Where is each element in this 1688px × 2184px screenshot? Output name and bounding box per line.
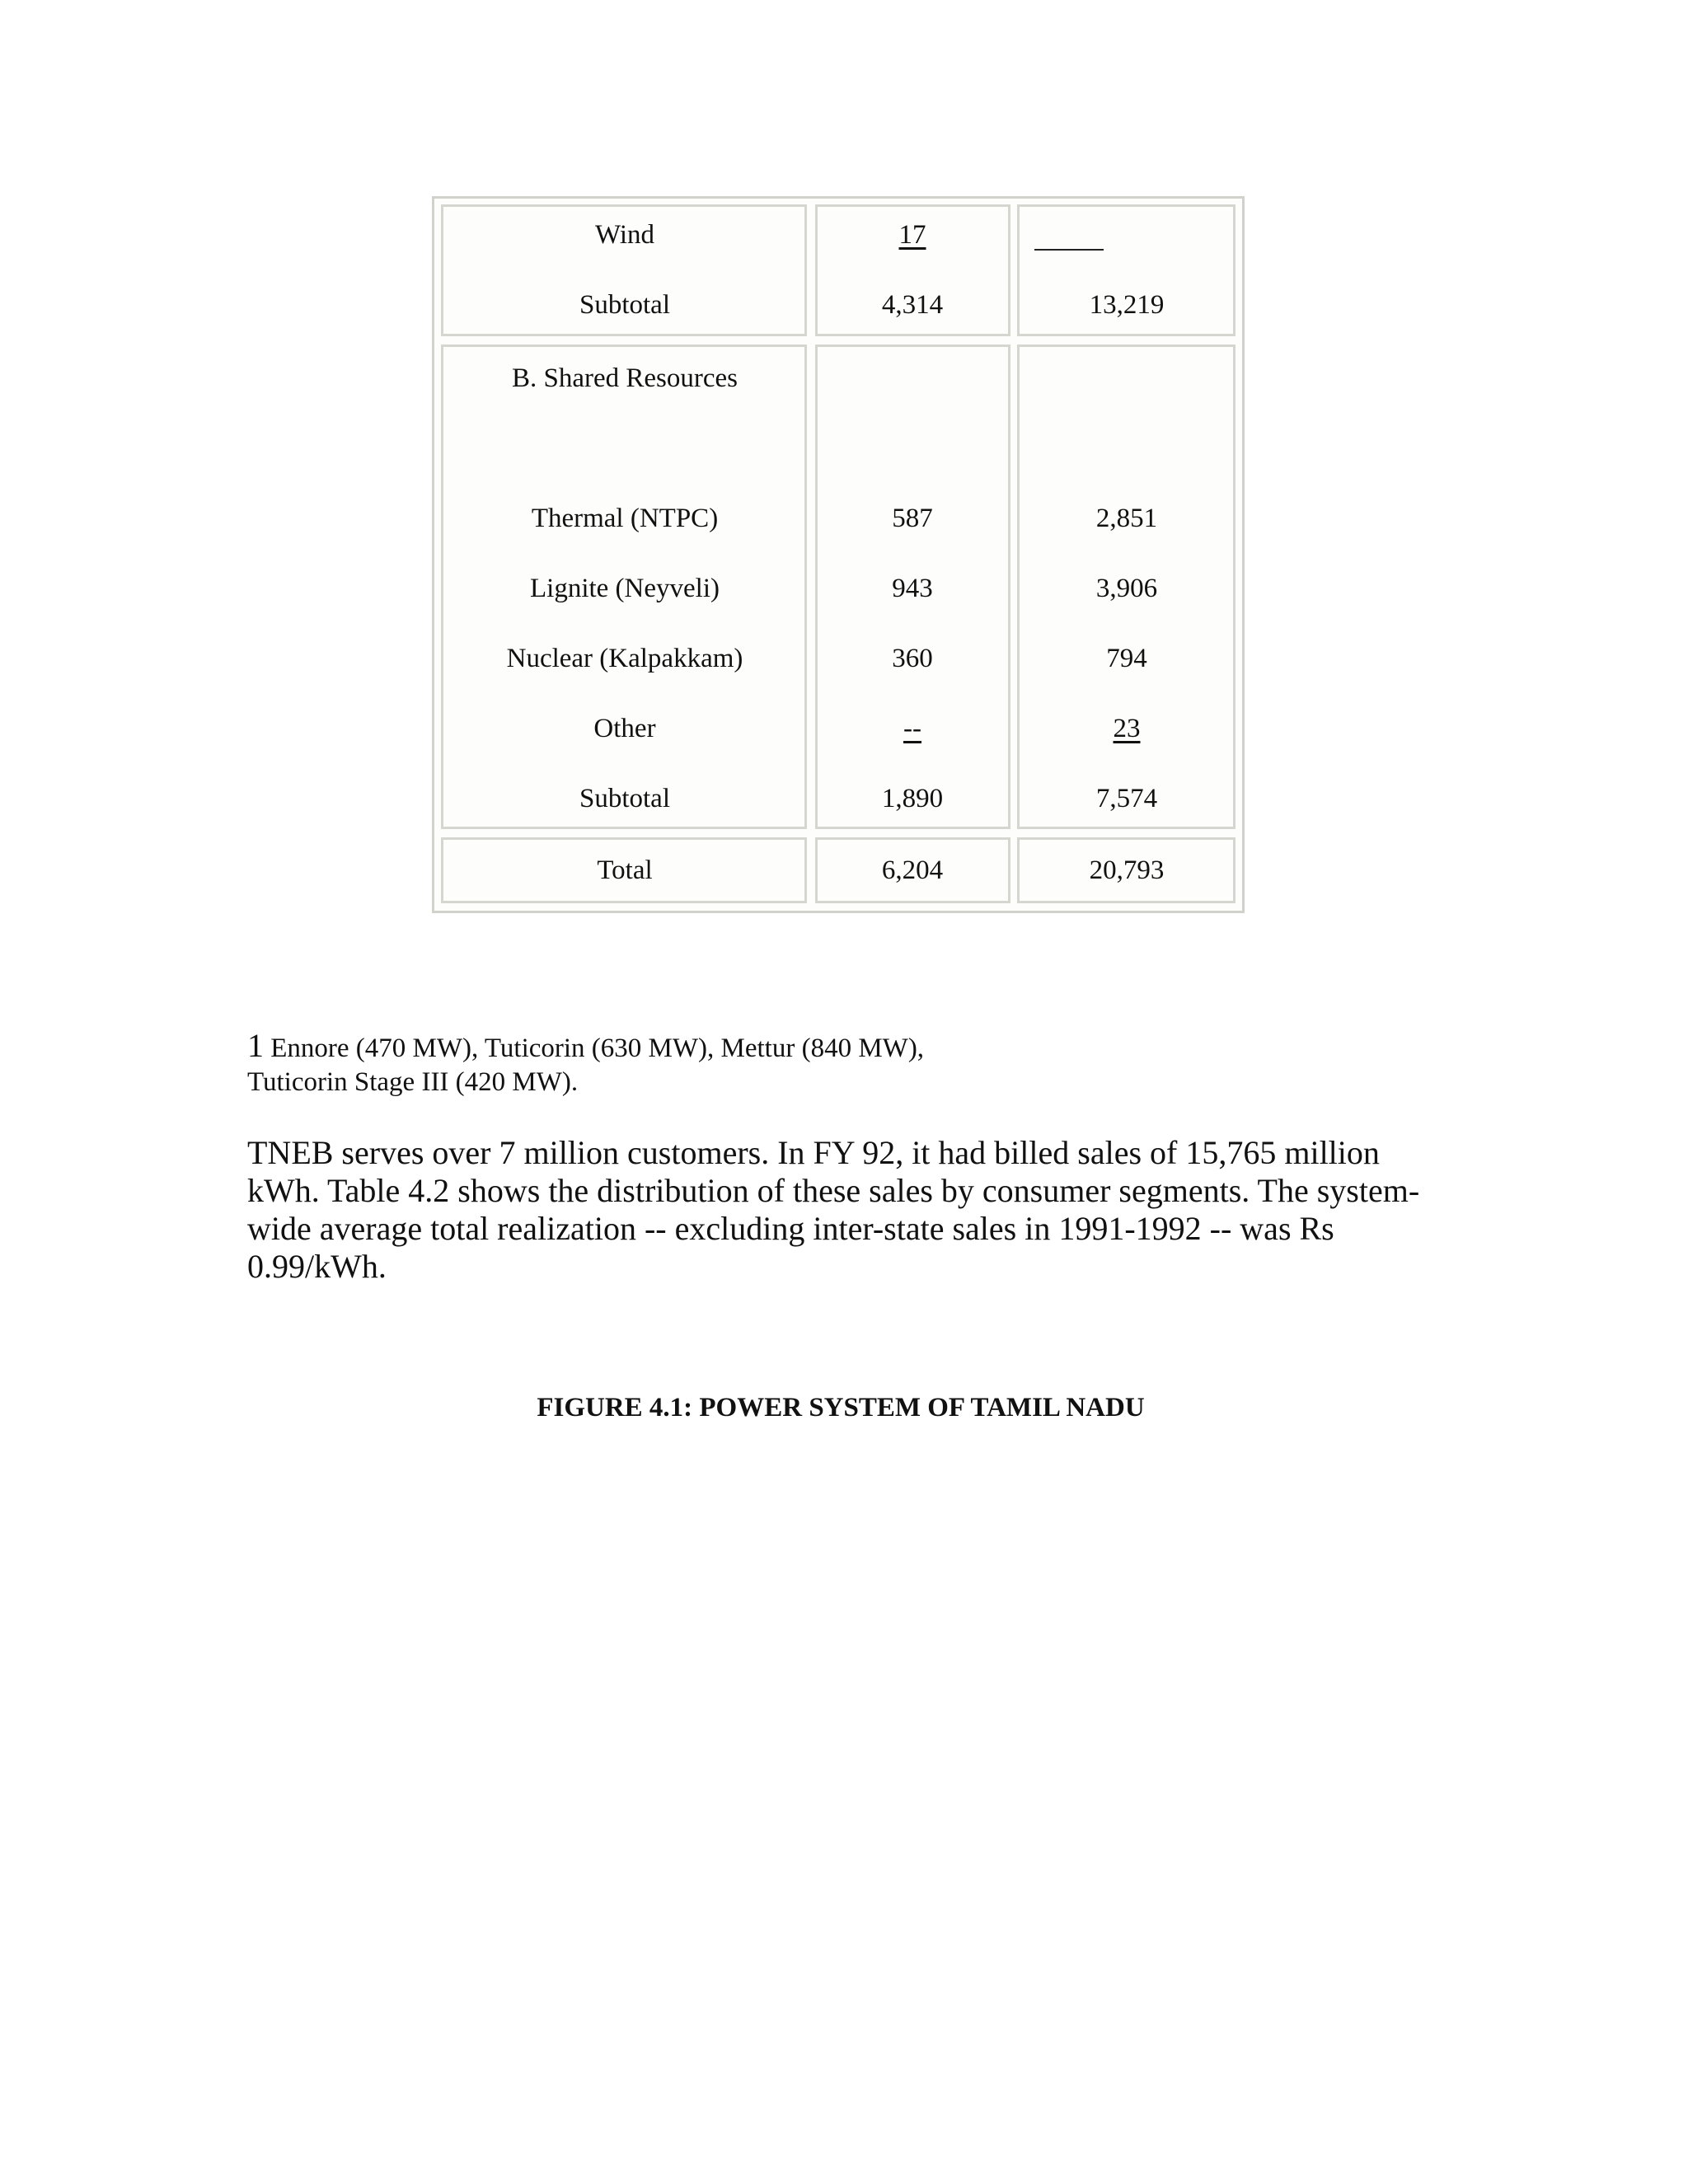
row-label-other: Other <box>593 714 656 743</box>
paragraph-line: TNEB serves over 7 million customers. In FY 92, it had billed sales of 15,765 million <box>247 1134 1380 1171</box>
row-value-wind-col2-blank <box>1034 249 1104 251</box>
row-label-subtotal-b: Subtotal <box>579 784 671 813</box>
row-label-thermal: Thermal (NTPC) <box>531 504 719 533</box>
row-value-lignite-col1: 943 <box>892 574 933 603</box>
row-value-subtotal-b-col2: 7,574 <box>1095 784 1158 813</box>
row-value-thermal-col1: 587 <box>892 504 933 533</box>
footnote-line-1: Ennore (470 MW), Tuticorin (630 MW), Mettur (840 MW), <box>270 1033 925 1063</box>
row-value-total-col2: 20,793 <box>1089 855 1165 885</box>
row-label-nuclear: Nuclear (Kalpakkam) <box>506 644 743 673</box>
row-value-subtotal-a-col1: 4,314 <box>881 290 944 320</box>
footnote-line-2: Tuticorin Stage III (420 MW). <box>247 1067 579 1097</box>
footnote-number: 1 <box>247 1027 264 1064</box>
row-value-wind-col1: 17 <box>898 220 926 250</box>
footnote <box>247 1029 924 1099</box>
paragraph-line: kWh. Table 4.2 shows the distribution of these sales by consumer segments. The system- <box>247 1172 1420 1209</box>
section-b-heading: B. Shared Resources <box>511 363 738 393</box>
row-value-total-col1: 6,204 <box>881 855 944 885</box>
row-value-lignite-col2: 3,906 <box>1095 574 1158 603</box>
row-value-nuclear-col1: 360 <box>892 644 933 673</box>
row-value-nuclear-col2: 794 <box>1106 644 1147 673</box>
row-value-subtotal-b-col1: 1,890 <box>881 784 944 813</box>
row-value-other-col2: 23 <box>1113 714 1141 743</box>
row-label-total: Total <box>597 855 653 885</box>
paragraph-line: 0.99/kWh. <box>247 1248 387 1285</box>
row-value-thermal-col2: 2,851 <box>1095 504 1158 533</box>
figure-title: FIGURE 4.1: POWER SYSTEM OF TAMIL NADU <box>537 1393 1145 1422</box>
row-value-other-col1: -- <box>903 714 921 743</box>
row-value-subtotal-a-col2: 13,219 <box>1089 290 1165 320</box>
row-label-wind: Wind <box>595 220 654 250</box>
row-label-subtotal-a: Subtotal <box>579 290 671 320</box>
row-label-lignite: Lignite (Neyveli) <box>529 574 720 603</box>
paragraph-line: wide average total realization -- excluding inter-state sales in 1991-1992 -- was Rs <box>247 1210 1334 1247</box>
body-paragraph <box>247 1134 1434 1286</box>
